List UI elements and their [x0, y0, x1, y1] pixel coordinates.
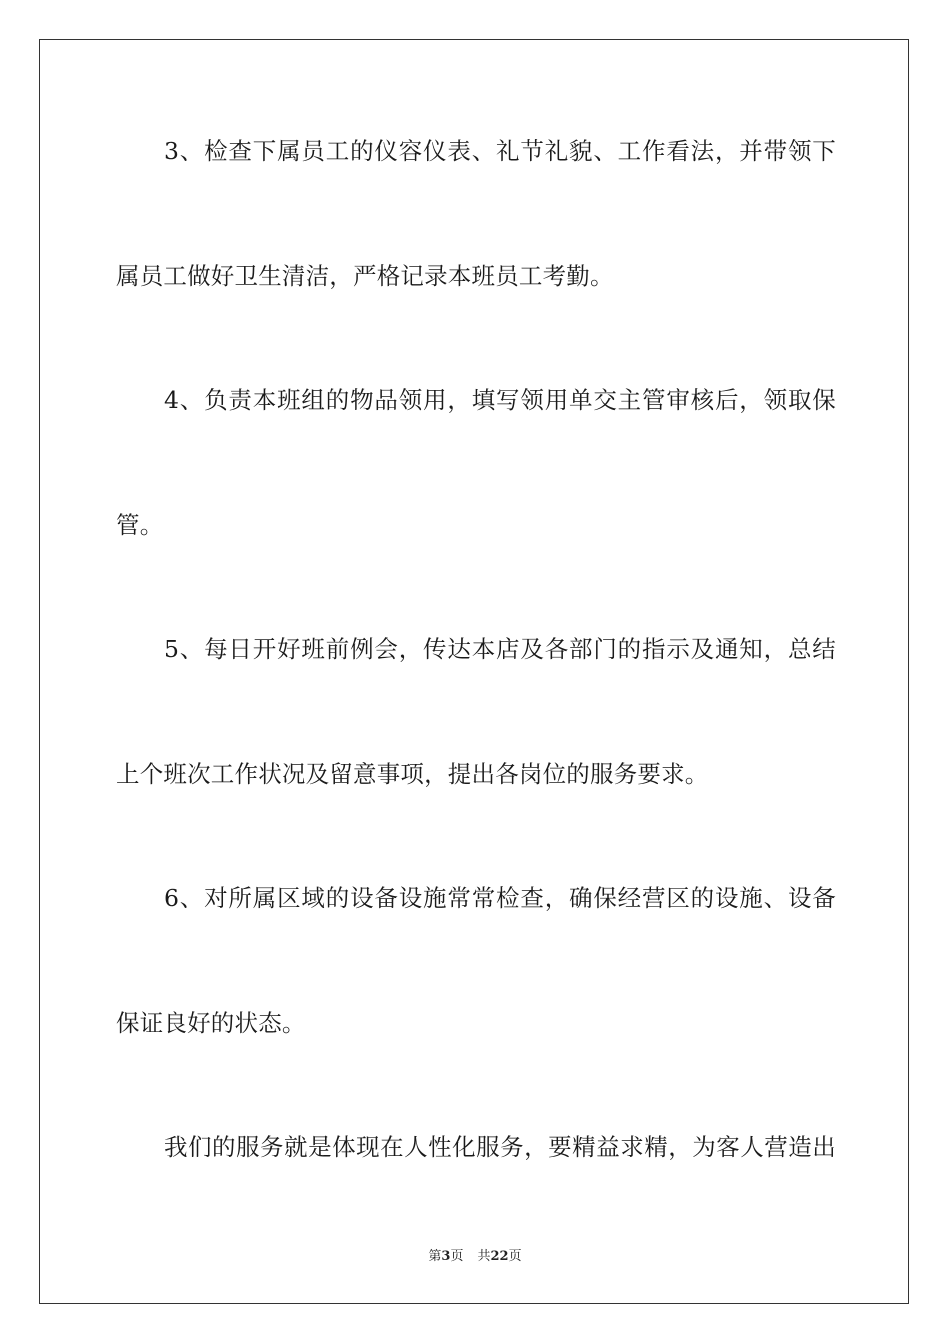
paragraph-6-line-1: 6、对所属区域的设备设施常常检查，确保经营区的设施、设备 [164, 884, 836, 912]
paragraph-5-line-2: 上个班次工作状况及留意事项，提出各岗位的服务要求。 [116, 760, 709, 788]
paragraph-4-line-2: 管。 [116, 511, 164, 539]
paragraph-4-line-1: 4、负责本班组的物品领用，填写领用单交主管审核后，领取保 [164, 386, 836, 414]
paragraph-6-line-2: 保证良好的状态。 [116, 1009, 306, 1037]
footer-page-prefix: 第 [428, 1249, 442, 1264]
paragraph-3-line-1: 3、检查下属员工的仪容仪表、礼节礼貌、工作看法，并带领下 [164, 137, 836, 165]
page-footer [0, 1245, 950, 1264]
paragraph-5-line-1: 5、每日开好班前例会，传达本店及各部门的指示及通知，总结 [164, 635, 836, 663]
footer-total-suffix: 页 [508, 1249, 522, 1264]
footer-total-pages: 22 [490, 1249, 509, 1264]
page-border [39, 39, 909, 1304]
paragraph-3-line-2: 属员工做好卫生清洁，严格记录本班员工考勤。 [116, 262, 614, 290]
paragraph-7-line-1: 我们的服务就是体现在人性化服务，要精益求精，为客人营造出 [164, 1133, 836, 1161]
footer-page-suffix: 页 [450, 1249, 464, 1264]
footer-total-prefix: 共 [477, 1249, 491, 1264]
footer-page-number: 3 [441, 1249, 451, 1264]
